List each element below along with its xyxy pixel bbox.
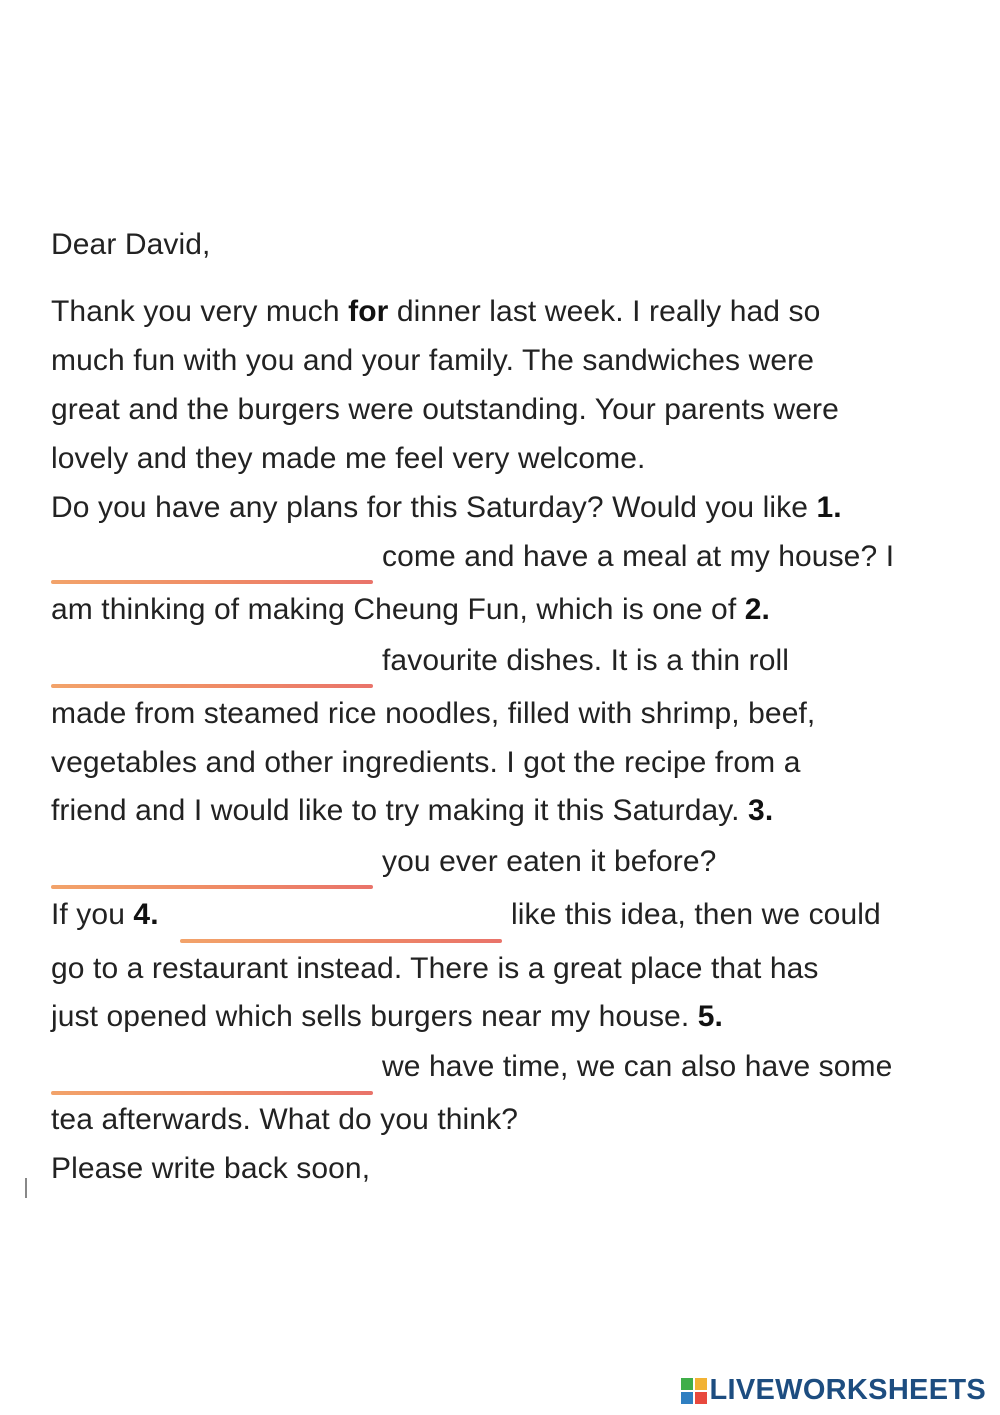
blank-number-3: 3. bbox=[748, 794, 774, 827]
letter-line-13b: like this idea, then we could bbox=[511, 898, 881, 931]
text: If you bbox=[51, 898, 134, 931]
answer-blank-2[interactable] bbox=[51, 645, 377, 685]
letter-line-14: go to a restaurant instead. There is a great place that has bbox=[51, 952, 819, 985]
letter-line-13a bbox=[51, 895, 159, 935]
edge-mark bbox=[25, 1178, 27, 1198]
answer-blank-1[interactable] bbox=[51, 540, 377, 580]
answer-blank-4[interactable] bbox=[180, 898, 506, 938]
text: friend and I would like to try making it this Saturday. bbox=[51, 794, 749, 827]
letter-line-5 bbox=[51, 488, 842, 528]
text: Thank you very much bbox=[51, 295, 349, 328]
bold-word: for bbox=[348, 295, 389, 328]
letter-line-9: made from steamed rice noodles, filled with shrimp, beef, bbox=[51, 697, 816, 730]
text: Do you have any plans for this Saturday? Would you like bbox=[51, 491, 817, 524]
letter-line-7 bbox=[51, 590, 770, 630]
blank-underline-1 bbox=[51, 580, 373, 584]
blank-underline-2 bbox=[51, 684, 373, 688]
text: am thinking of making Cheung Fun, which is one of bbox=[51, 593, 745, 626]
letter-line-15 bbox=[51, 997, 723, 1037]
blank-underline-3 bbox=[51, 885, 373, 889]
letter-line-2: much fun with you and your family. The sandwiches were bbox=[51, 344, 814, 377]
letter-line-11 bbox=[51, 791, 773, 831]
letter-line-12: you ever eaten it before? bbox=[382, 845, 717, 878]
liveworksheets-logo-icon bbox=[681, 1378, 707, 1404]
letter-line-10: vegetables and other ingredients. I got the recipe from a bbox=[51, 746, 801, 779]
liveworksheets-logo bbox=[681, 1374, 987, 1407]
letter-line-3: great and the burgers were outstanding. Your parents were bbox=[51, 393, 839, 426]
blank-number-2: 2. bbox=[744, 593, 770, 626]
letter-line-6: come and have a meal at my house? I bbox=[382, 540, 895, 573]
brand-name: LIVEWORKSHEETS bbox=[709, 1374, 986, 1406]
letter-line-16: we have time, we can also have some bbox=[382, 1050, 893, 1083]
blank-number-5: 5. bbox=[697, 1000, 723, 1033]
letter-greeting: Dear David, bbox=[51, 228, 211, 261]
answer-blank-3[interactable] bbox=[51, 845, 377, 885]
letter-line-17: tea afterwards. What do you think? bbox=[51, 1103, 518, 1136]
blank-underline-4 bbox=[180, 939, 502, 943]
blank-number-4: 4. bbox=[133, 898, 159, 931]
text: just opened which sells burgers near my house. bbox=[51, 1000, 698, 1033]
letter-line-8: favourite dishes. It is a thin roll bbox=[382, 644, 790, 677]
letter-closing: Please write back soon, bbox=[51, 1152, 371, 1185]
blank-underline-5 bbox=[51, 1091, 373, 1095]
answer-blank-5[interactable] bbox=[51, 1051, 377, 1091]
letter-line-1 bbox=[51, 292, 820, 332]
text: dinner last week. I really had so bbox=[388, 295, 821, 328]
letter-line-4: lovely and they made me feel very welcome. bbox=[51, 442, 646, 475]
blank-number-1: 1. bbox=[816, 491, 842, 524]
